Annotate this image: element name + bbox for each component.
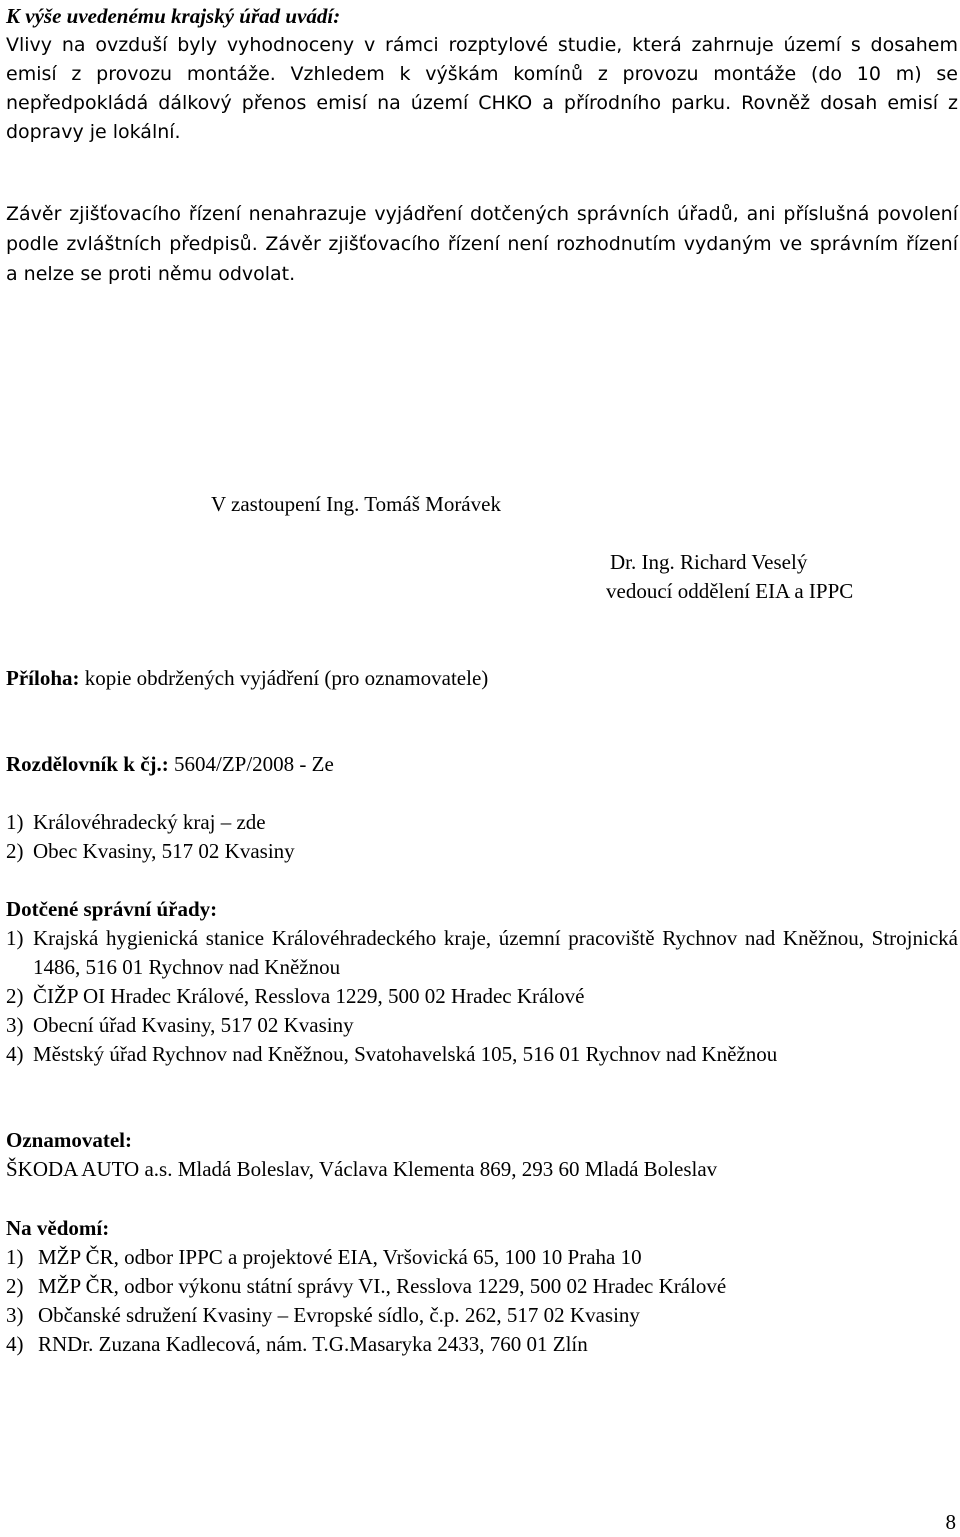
list-item (6, 982, 958, 1011)
list-item (6, 1272, 958, 1301)
list-item-text: Městský úřad Rychnov nad Kněžnou, Svatohavelská 105, 516 01 Rychnov nad Kněžnou (33, 1042, 778, 1066)
list-item-number: 1) (6, 810, 24, 834)
list-item (6, 1330, 958, 1359)
list-item (6, 1243, 958, 1272)
list-item-text: Občanské sdružení Kvasiny – Evropské sídlo, č.p. 262, 517 02 Kvasiny (38, 1303, 640, 1327)
list-item-text: RNDr. Zuzana Kadlecová, nám. T.G.Masaryka 2433, 760 01 Zlín (38, 1332, 588, 1356)
attachment-label: Příloha: (6, 666, 80, 690)
list-item (6, 924, 958, 982)
list-item (6, 808, 958, 837)
list-item-text: ČIŽP OI Hradec Králové, Resslova 1229, 500 02 Hradec Králové (33, 984, 585, 1008)
informed-section (6, 1214, 958, 1359)
list-item (6, 1040, 958, 1069)
list-item-text: Královéhradecký kraj – zde (33, 810, 266, 834)
list-item-text: Obecní úřad Kvasiny, 517 02 Kvasiny (33, 1013, 354, 1037)
authorities-section (6, 895, 958, 1069)
conclusion-section (6, 199, 958, 289)
list-item (6, 1011, 958, 1040)
distribution-line (6, 750, 958, 779)
intro-paragraph: Vlivy na ovzduší byly vyhodnoceny v rámci rozptylové studie, která zahrnuje území s dosahem emisí z provozu montáže. Vzhledem k výškám komínů z provozu montáže (do 10 m) se nepředpokládá dálkový přenos emisí na území CHKO a přírodního parku. Rovněž dosah emisí z dopravy je lokální. (6, 34, 958, 143)
list-item-text: Obec Kvasiny, 517 02 Kvasiny (33, 839, 295, 863)
list-item-number: 3) (6, 1303, 24, 1327)
signatory-role: vedoucí oddělení EIA a IPPC (606, 579, 854, 603)
list-item-text: MŽP ČR, odbor IPPC a projektové EIA, Vršovická 65, 100 10 Praha 10 (38, 1245, 642, 1269)
list-item-number: 4) (6, 1332, 24, 1356)
authorities-label: Dotčené správní úřady: (6, 897, 218, 921)
informed-label: Na vědomí: (6, 1216, 110, 1240)
attachment-line (6, 664, 958, 693)
list-item-number: 1) (6, 926, 24, 950)
notifier-label: Oznamovatel: (6, 1128, 132, 1152)
distribution-label: Rozdělovník k čj.: (6, 752, 169, 776)
distribution-ref: 5604/ZP/2008 - Ze (168, 752, 334, 776)
list-item-number: 4) (6, 1042, 24, 1066)
recipients-list (6, 808, 958, 866)
list-item-number: 2) (6, 984, 24, 1008)
list-item-number: 2) (6, 839, 24, 863)
intro-section (6, 2, 958, 147)
list-item-number: 3) (6, 1013, 24, 1037)
list-item-number: 2) (6, 1274, 24, 1298)
list-item-text: MŽP ČR, odbor výkonu státní správy VI., Resslova 1229, 500 02 Hradec Králové (38, 1274, 727, 1298)
page-number: 8 (945, 1510, 956, 1534)
intro-heading: K výše uvedenému krajský úřad uvádí: (6, 4, 341, 28)
conclusion-text-first: Závěr zjišťovacího řízení nenahrazuje vyjádření dotčených správních úřadů, ani příslušná povolení podle zvláštních předpisů. (6, 203, 958, 255)
signatory-name: Dr. Ing. Richard Veselý (610, 550, 808, 574)
signature-on-behalf: V zastoupení Ing. Tomáš Morávek (211, 492, 501, 516)
notifier-text: ŠKODA AUTO a.s. Mladá Boleslav, Václava Klementa 869, 293 60 Mladá Boleslav (6, 1157, 718, 1181)
attachment-text: kopie obdržených vyjádření (pro oznamovatele) (79, 666, 489, 690)
list-item-number: 1) (6, 1245, 24, 1269)
list-item (6, 1301, 958, 1330)
list-item (6, 837, 958, 866)
notifier-section (6, 1126, 958, 1184)
conclusion-paragraph (6, 199, 958, 289)
list-item-text: Krajská hygienická stanice Královéhradeckého kraje, územní pracoviště Rychnov nad Kněžnou, Strojnická 1486, 516 01 Rychnov nad Kněžnou (33, 926, 958, 979)
conclusion-text-second: Závěr zjišťovacího řízení není rozhodnutím vydaným ve správním řízení a nelze se proti němu odvolat. (6, 233, 958, 285)
